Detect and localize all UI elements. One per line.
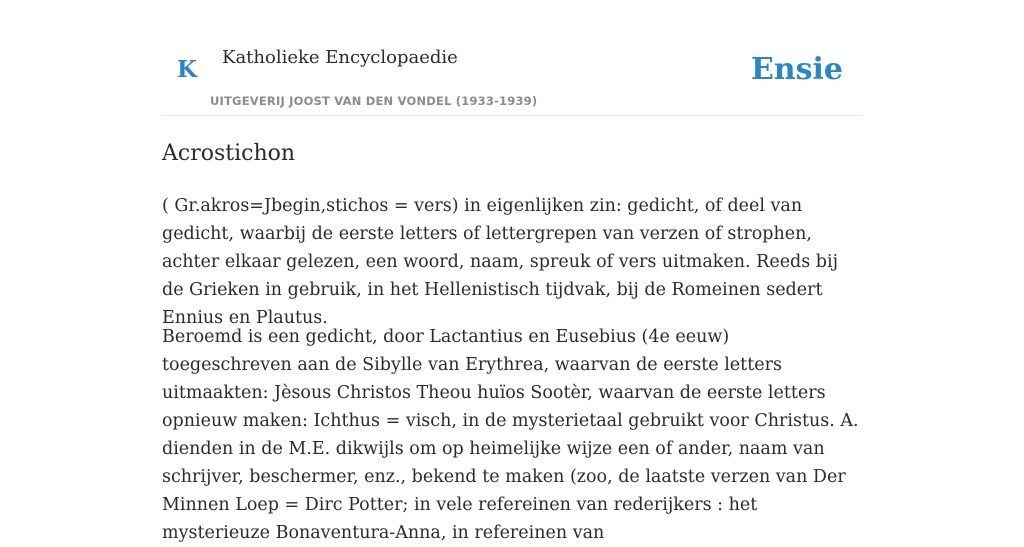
source-logo-icon[interactable]: K: [177, 56, 197, 83]
publisher-label: UITGEVERIJ JOOST VAN DEN VONDEL (1933-1939): [210, 94, 538, 108]
article-title: Acrostichon: [162, 141, 296, 166]
article-paragraph-1: ( Gr.akros=Jbegin,stichos = vers) in eigenlijken zin: gedicht, of deel van gedicht, waarbij de eerste letters of lettergrepen van verzen of strophen, achter elkaar gelezen, een woord, naam, spreuk of vers uitmaken. Reeds bij de Grieken in gebruik, in het Hellenistisch tijdvak, bij de Romeinen sedert Ennius en Plautus.: [162, 196, 839, 328]
site-header: [162, 0, 862, 116]
article-page: [162, 0, 862, 543]
article-paragraph-2: Beroemd is een gedicht, door Lactantius en Eusebius (4e eeuw) toegeschreven aan de Sibylle van Erythrea, waarvan de eerste letters uitmaakten: Jèsous Christos Theou huïos Sootèr, waarvan de eerste letters opnieuw maken: Ichthus = visch, in de mysterietaal gebruikt voor Christus. A. dienden in de M.E. dikwijls om op heimelijke wijze een of ander, naam van schrijver, beschermer, enz., bekend te maken (zoo, de laatste verzen van Der Minnen Loep = Dirc Potter; in vele refereinen van rederijkers : het mysterieuze Bonaventura-Anna, in refereinen van: [162, 327, 859, 543]
ensie-logo-link[interactable]: Ensie: [750, 52, 843, 87]
source-title-link[interactable]: Katholieke Encyclopaedie: [222, 47, 458, 68]
